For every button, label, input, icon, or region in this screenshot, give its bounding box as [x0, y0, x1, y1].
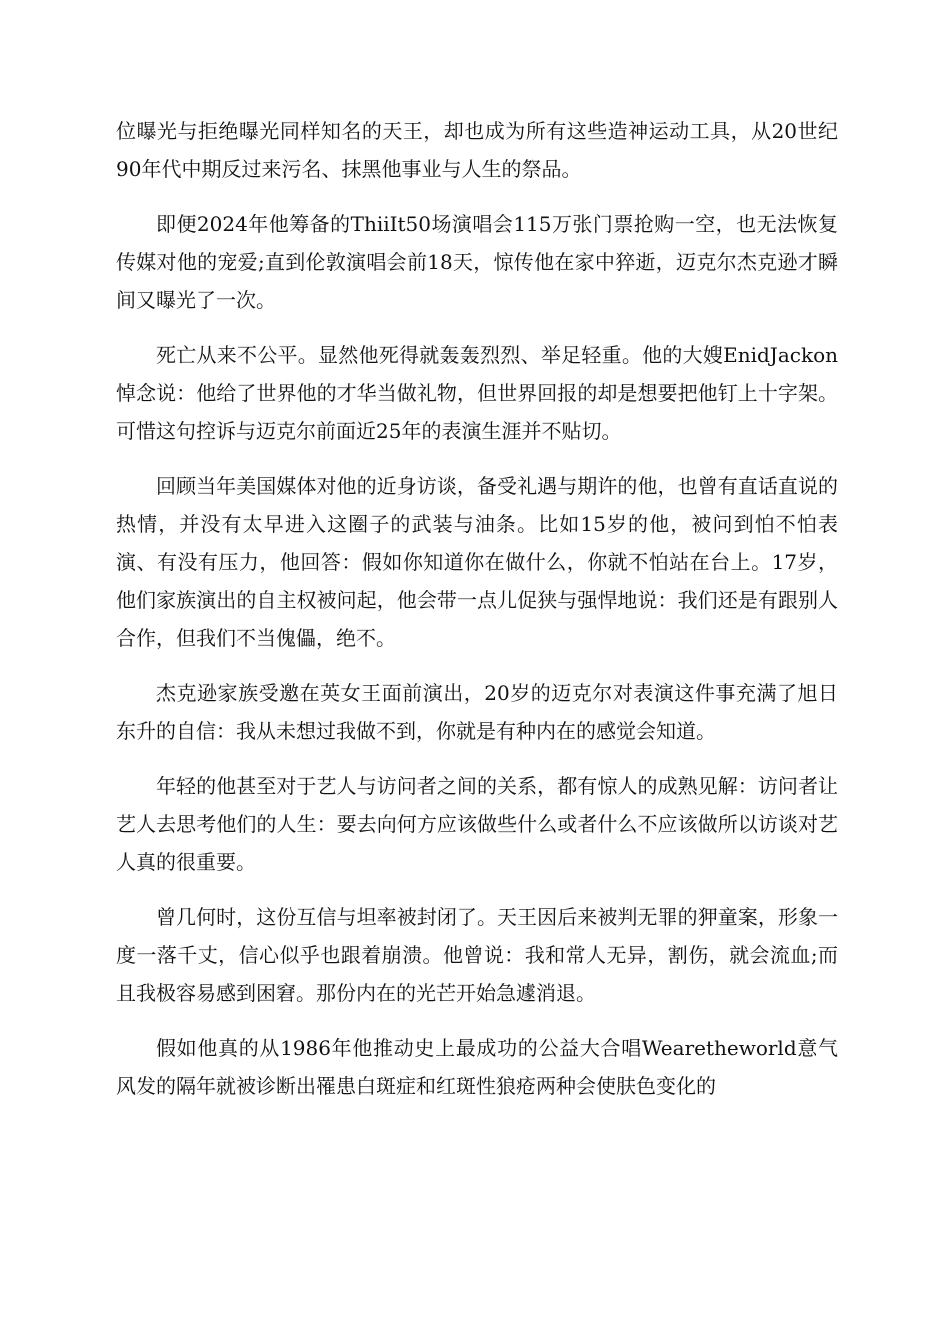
- paragraph-6: 年轻的他甚至对于艺人与访问者之间的关系，都有惊人的成熟见解：访问者让艺人去思考他们的人生：要去向何方应该做些什么或者什么不应该做所以访谈对艺人真的很重要。: [116, 774, 838, 874]
- paragraph-1: 位曝光与拒绝曝光同样知名的天王，却也成为所有这些造神运动工具，从20世纪90年代中期反过来污名、抹黑他事业与人生的祭品。: [116, 119, 838, 181]
- paragraph-5: 杰克逊家族受邀在英女王面前演出，20岁的迈克尔对表演这件事充满了旭日东升的自信：我从未想过我做不到，你就是有种内在的感觉会知道。: [116, 681, 838, 743]
- paragraph-8: 假如他真的从1986年他推动史上最成功的公益大合唱Wearetheworld意气风发的隔年就被诊断出罹患白斑症和红斑性狼疮两种会使肤色变化的: [116, 1036, 838, 1098]
- paragraph-7: 曾几何时，这份互信与坦率被封闭了。天王因后来被判无罪的狎童案，形象一度一落千丈，信心似乎也跟着崩溃。他曾说：我和常人无异，割伤，就会流血;而且我极容易感到困窘。那份内在的光芒开始急遽消退。: [116, 905, 838, 1005]
- paragraph-4: 回顾当年美国媒体对他的近身访谈，备受礼遇与期许的他，也曾有直话直说的热情，并没有太早进入这圈子的武装与油条。比如15岁的他，被问到怕不怕表演、有没有压力，他回答：假如你知道你在做什么，你就不怕站在台上。17岁，他们家族演出的自主权被问起，他会带一点儿促狭与强悍地说：我们还是有跟别人合作，但我们不当傀儡，绝不。: [116, 474, 838, 650]
- article-body: [116, 112, 838, 1122]
- paragraph-3: 死亡从来不公平。显然他死得就轰轰烈烈、举足轻重。他的大嫂EnidJackon悼念说：他给了世界他的才华当做礼物，但世界回报的却是想要把他钉上十字架。可惜这句控诉与迈克尔前面近25年的表演生涯并不贴切。: [116, 343, 838, 443]
- paragraph-2: 即便2024年他筹备的ThiiIt50场演唱会115万张门票抢购一空，也无法恢复传媒对他的宠爱;直到伦敦演唱会前18天，惊传他在家中猝逝，迈克尔杰克逊才瞬间又曝光了一次。: [116, 212, 838, 312]
